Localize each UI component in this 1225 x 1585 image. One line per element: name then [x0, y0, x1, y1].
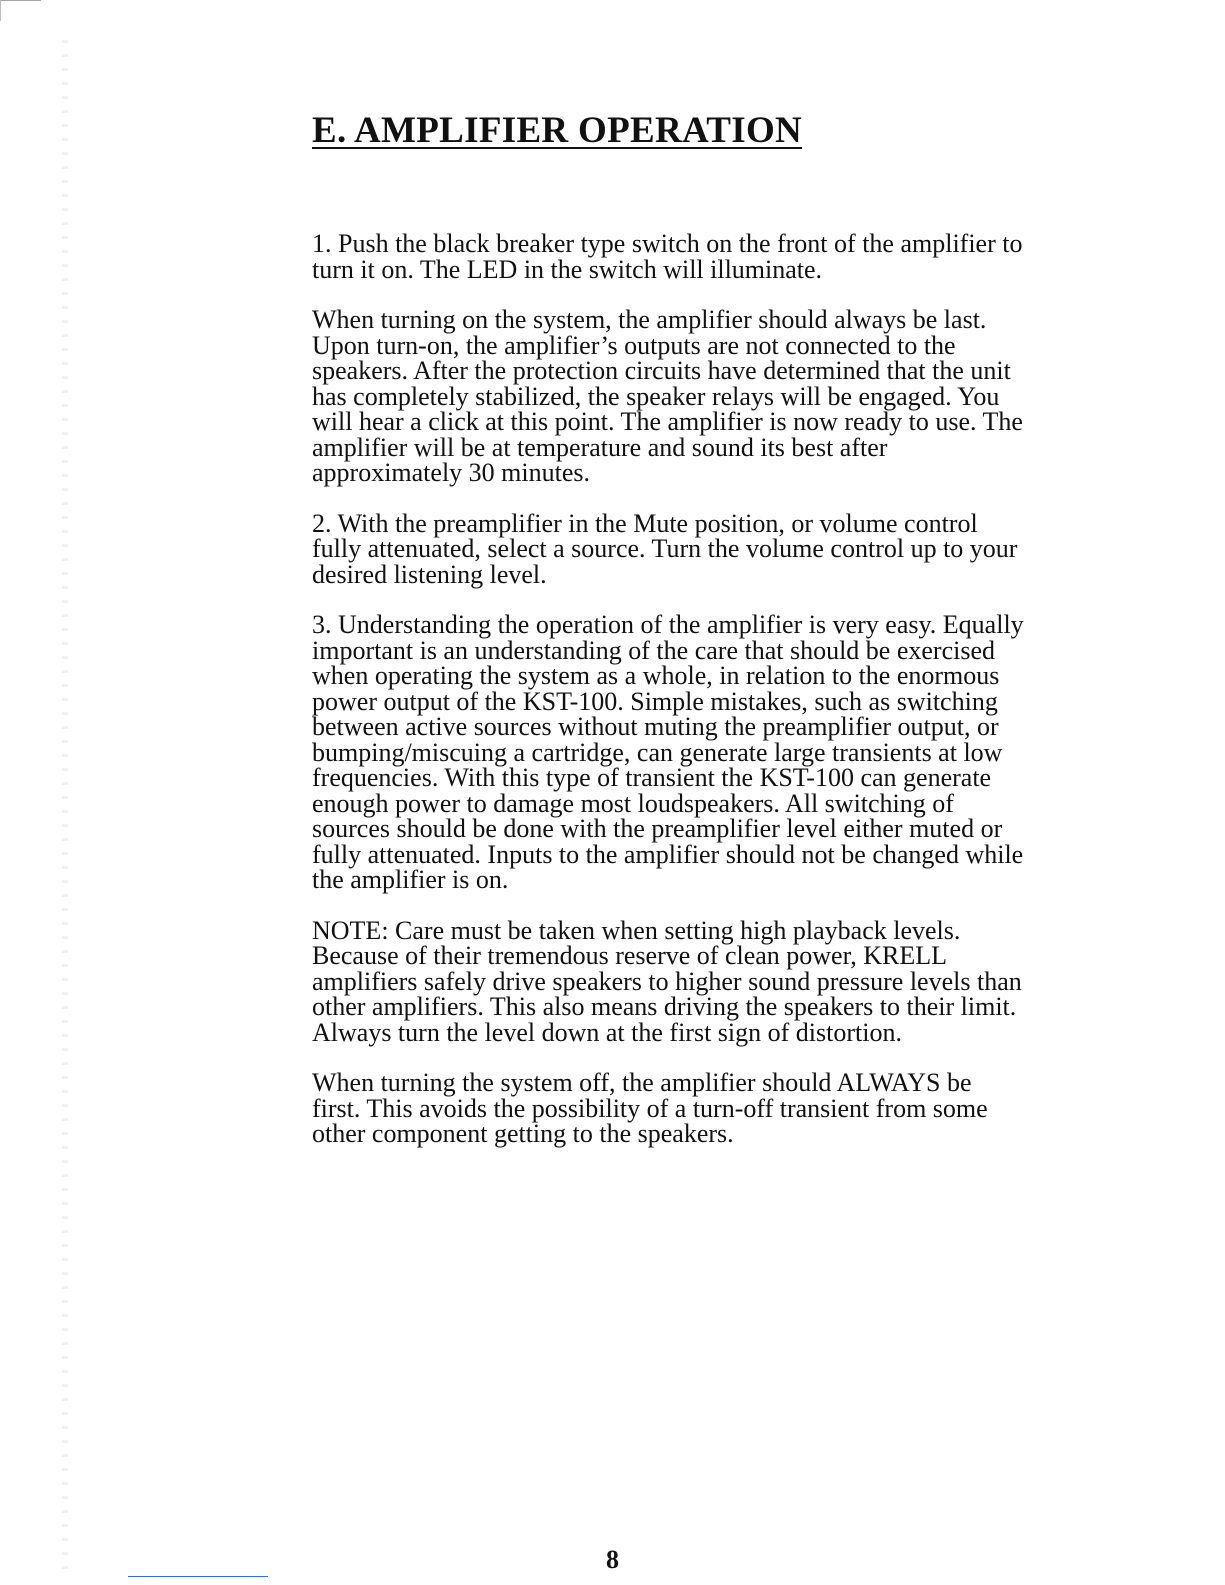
body-text	[312, 231, 1024, 1172]
paragraph-step-2: 2. With the preamplifier in the Mute position, or volume control fully attenuated, select a source. Turn the volume control up to your desired listening level.	[312, 508, 1018, 589]
section-heading: E. AMPLIFIER OPERATION	[312, 110, 803, 151]
paragraph-turn-off-order: When turning the system off, the amplifier should ALWAYS be first. This avoids the possibility of a turn-off transient from some other component getting to the speakers.	[312, 1068, 988, 1148]
scan-corner-mark	[0, 0, 41, 21]
paragraph-note: NOTE: Care must be taken when setting high playback levels. Because of their tremendous reserve of clean power, KRELL amplifiers safely drive speakers to higher sound pressure levels than other amplifiers. This also means driving the speakers to their limit. Always turn the level down at the first sign of distortion.	[312, 915, 1022, 1047]
paragraph-turn-on-order: When turning on the system, the amplifier should always be last. Upon turn-on, the amplifier’s outputs are not connected to the speakers. After the protection circuits have determined that the unit has completely stabilized, the speaker relays will be engaged. You will hear a click at this point. The amplifier is now ready to use. The amplifier will be at temperature and sound its best after approximately 30 minutes.	[312, 305, 1023, 487]
scan-bottom-rule	[128, 1576, 268, 1577]
paragraph-step-3: 3. Understanding the operation of the amplifier is very easy. Equally important is an understanding of the care that should be exercised when operating the system as a whole, in relation to the enormous power output of the KST-100. Simple mistakes, such as switching between active sources without muting the preamplifier output, or bumping/miscuing a cartridge, can generate large transients at low frequencies. With this type of transient the KST-100 can generate enough power to damage most loudspeakers. All switching of sources should be done with the preamplifier level either muted or fully attenuated. Inputs to the amplifier should not be changed while the amplifier is on.	[312, 610, 1024, 894]
scan-binding-edge	[62, 40, 68, 1570]
paragraph-step-1: 1. Push the black breaker type switch on the front of the amplifier to turn it on. The LED in the switch will illuminate.	[312, 229, 1023, 284]
page-number: 8	[606, 1545, 619, 1574]
